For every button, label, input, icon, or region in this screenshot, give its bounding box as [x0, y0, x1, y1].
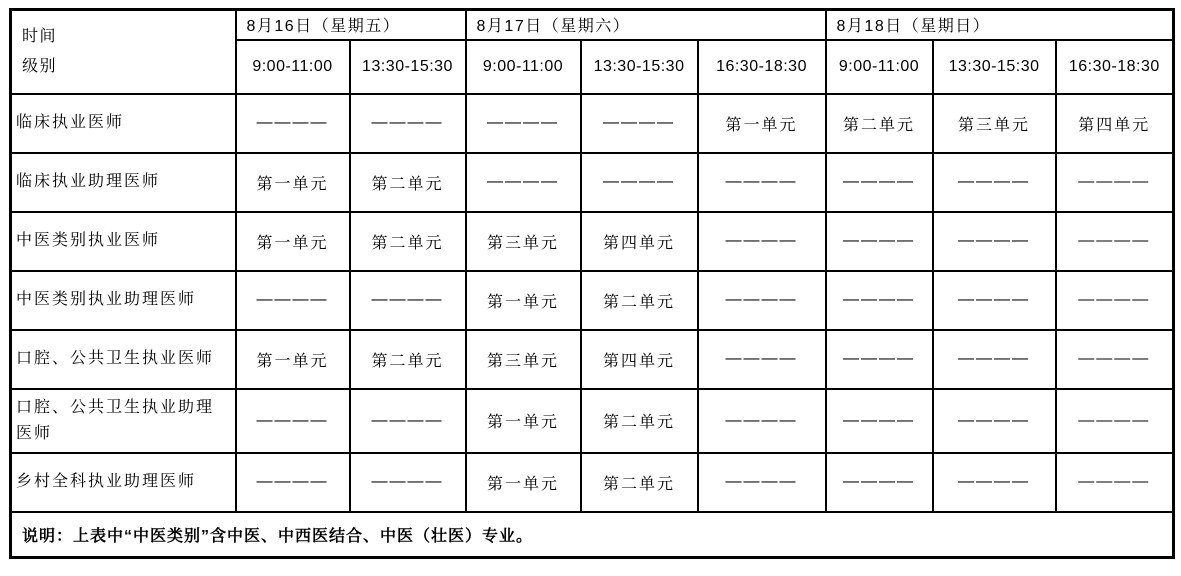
date-header-aug18: 8月18日（星期日） — [826, 10, 1174, 40]
schedule-cell: 第二单元 — [581, 271, 698, 330]
schedule-cell: ———— — [826, 389, 933, 453]
schedule-cell: ———— — [236, 453, 350, 512]
schedule-cell: ———— — [933, 153, 1056, 212]
schedule-cell: ———— — [826, 212, 933, 271]
schedule-cell: ———— — [1056, 389, 1174, 453]
schedule-cell: 第二单元 — [350, 330, 466, 389]
schedule-cell: 第二单元 — [350, 212, 466, 271]
exam-schedule-table — [9, 8, 1175, 559]
note-row — [11, 512, 1174, 558]
schedule-cell: ———— — [466, 94, 581, 153]
date-header-aug16: 8月16日（星期五） — [236, 10, 466, 40]
schedule-cell: ———— — [581, 153, 698, 212]
time-header: 13:30-15:30 — [933, 40, 1056, 94]
row-label: 中医类别执业医师 — [11, 212, 236, 271]
row-label: 临床执业助理医师 — [11, 153, 236, 212]
schedule-cell: ———— — [1056, 330, 1174, 389]
schedule-cell: ———— — [933, 212, 1056, 271]
time-header: 9:00-11:00 — [826, 40, 933, 94]
schedule-cell: ———— — [933, 271, 1056, 330]
date-header-row — [11, 10, 1174, 40]
corner-label-level: 级别 — [22, 57, 58, 75]
schedule-cell: ———— — [933, 453, 1056, 512]
schedule-cell: ———— — [933, 330, 1056, 389]
schedule-cell: 第三单元 — [933, 94, 1056, 153]
schedule-cell: ———— — [236, 94, 350, 153]
time-header: 9:00-11:00 — [466, 40, 581, 94]
schedule-cell: ———— — [581, 94, 698, 153]
schedule-cell: ———— — [1056, 271, 1174, 330]
schedule-cell: ———— — [826, 330, 933, 389]
schedule-cell: ———— — [1056, 453, 1174, 512]
row-label: 临床执业医师 — [11, 94, 236, 153]
time-header: 13:30-15:30 — [350, 40, 466, 94]
time-header: 9:00-11:00 — [236, 40, 350, 94]
table-row — [11, 453, 1174, 512]
row-label: 乡村全科执业助理医师 — [11, 453, 236, 512]
schedule-cell: ———— — [933, 389, 1056, 453]
schedule-cell: 第二单元 — [581, 389, 698, 453]
schedule-cell: ———— — [236, 389, 350, 453]
schedule-cell: 第二单元 — [350, 153, 466, 212]
table-row — [11, 94, 1174, 153]
table-note: 说明：上表中“中医类别”含中医、中西医结合、中医（壮医）专业。 — [11, 512, 1174, 558]
schedule-cell: 第二单元 — [826, 94, 933, 153]
schedule-cell: ———— — [826, 271, 933, 330]
schedule-cell: ———— — [698, 212, 826, 271]
schedule-cell: ———— — [698, 271, 826, 330]
schedule-cell: ———— — [350, 271, 466, 330]
schedule-cell: 第一单元 — [698, 94, 826, 153]
date-header-aug17: 8月17日（星期六） — [466, 10, 826, 40]
table-row — [11, 389, 1174, 453]
schedule-cell: 第二单元 — [581, 453, 698, 512]
schedule-cell: ———— — [1056, 153, 1174, 212]
schedule-cell: ———— — [236, 271, 350, 330]
schedule-cell: ———— — [698, 389, 826, 453]
schedule-cell: ———— — [698, 330, 826, 389]
schedule-cell: ———— — [826, 153, 933, 212]
schedule-cell: ———— — [698, 453, 826, 512]
schedule-cell: 第一单元 — [466, 453, 581, 512]
schedule-cell: ———— — [826, 453, 933, 512]
schedule-cell: ———— — [466, 153, 581, 212]
time-header: 16:30-18:30 — [698, 40, 826, 94]
schedule-cell: ———— — [698, 153, 826, 212]
table-row — [11, 212, 1174, 271]
schedule-cell: 第四单元 — [581, 212, 698, 271]
table-row — [11, 271, 1174, 330]
schedule-cell: ———— — [350, 453, 466, 512]
schedule-cell: 第三单元 — [466, 330, 581, 389]
schedule-cell: 第一单元 — [236, 153, 350, 212]
schedule-cell: 第三单元 — [466, 212, 581, 271]
schedule-cell: ———— — [350, 94, 466, 153]
row-label: 中医类别执业助理医师 — [11, 271, 236, 330]
table-row — [11, 330, 1174, 389]
schedule-cell: 第一单元 — [466, 389, 581, 453]
corner-cell — [11, 10, 236, 94]
schedule-cell: 第一单元 — [236, 212, 350, 271]
schedule-cell: 第一单元 — [236, 330, 350, 389]
schedule-cell: 第四单元 — [581, 330, 698, 389]
schedule-cell: ———— — [350, 389, 466, 453]
schedule-cell: 第四单元 — [1056, 94, 1174, 153]
time-header: 16:30-18:30 — [1056, 40, 1174, 94]
row-label: 口腔、公共卫生执业医师 — [11, 330, 236, 389]
schedule-cell: ———— — [1056, 212, 1174, 271]
table-row — [11, 153, 1174, 212]
corner-label-time: 时间 — [22, 27, 58, 45]
row-label: 口腔、公共卫生执业助理医师 — [11, 389, 236, 453]
schedule-cell: 第一单元 — [466, 271, 581, 330]
time-header: 13:30-15:30 — [581, 40, 698, 94]
